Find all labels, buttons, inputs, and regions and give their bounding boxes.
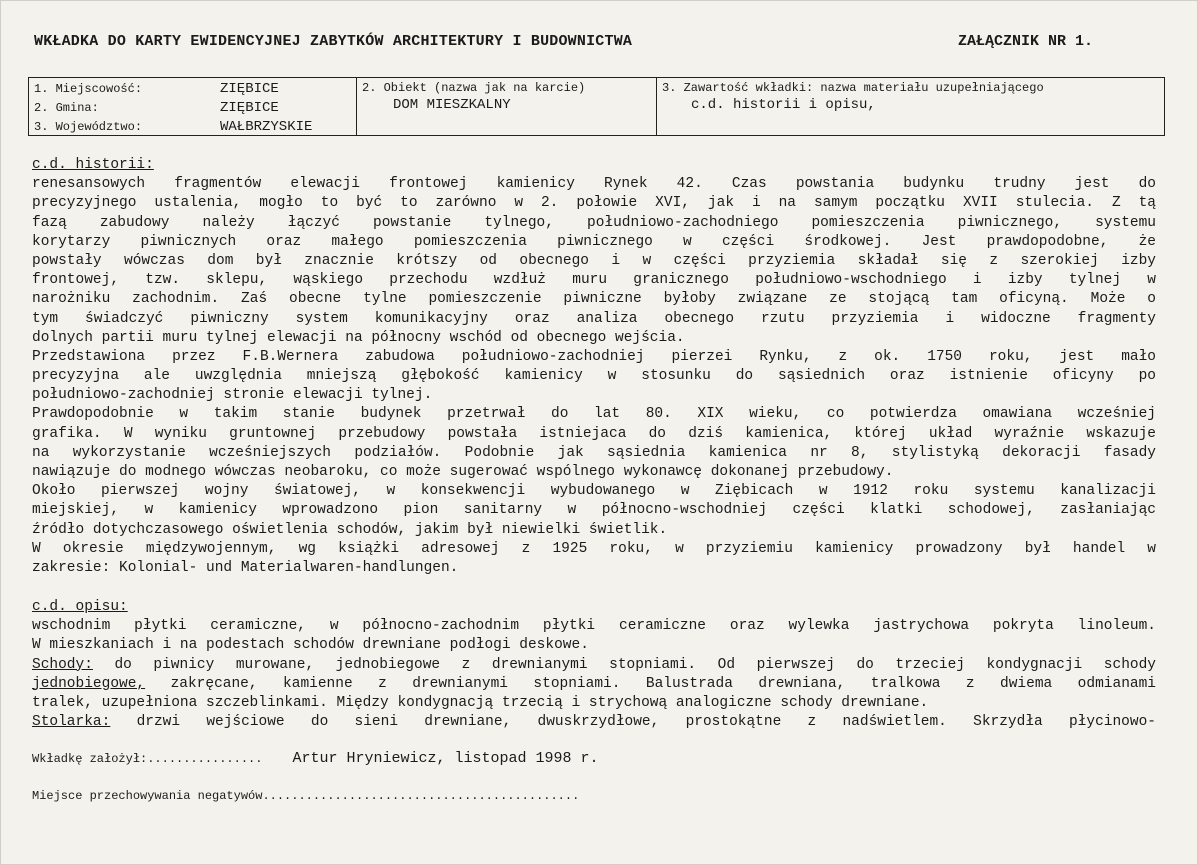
history-line: nawiązuje do modnego wówczas neobaroku, co może sugerować wspólnego wykonawcę dokonanej przebudowy. <box>32 464 894 480</box>
description-line: wschodnim płytki ceramiczne, w północno-zachodnim płytki ceramiczne oraz wylewka jastrychowa pokryta linoleum. <box>32 618 1156 635</box>
joinery-text: drzwi wejściowe do sieni drewniane, dwuskrzydłowe, prostokątne z nadświetlem. Skrzydła płycinowo- <box>110 714 1156 731</box>
history-line: precyzyjnego ustalenia, mogło to być to zarówno w 2. połowie XVI, jak i na samym początku XVII stulecia. Z tą <box>32 195 1156 212</box>
history-line: fazą zabudowy należy łączyć powstanie tylnego, południowo-zachodniego pomieszczenia piwnicznego, systemu <box>32 214 1156 231</box>
history-line: powstały wówczas dom był znacznie krótszy od obecnego i w części przyziemia składał się z szerokiej izby <box>32 252 1156 269</box>
negatives-storage-label: Miejsce przechowywania negatywów............................................ <box>32 789 580 803</box>
stairs-text: zakręcane, kamienne z drewnianymi stopniami. Balustrada drewniana, tralkowa z dwiema odmianami <box>145 675 1156 692</box>
object-label: 2. Obiekt (nazwa jak na karcie) <box>362 81 586 95</box>
annex-number: ZAŁĄCZNIK NR 1. <box>958 33 1094 50</box>
object-value: DOM MIESZKALNY <box>393 97 511 113</box>
history-line: źródło dotychczasowego oświetlenia schodów, jakim był niewielki świetlik. <box>32 521 668 538</box>
location-label: 2. Gmina: <box>34 101 99 115</box>
history-line: tym świadczyć piwniczny system komunikacyjny oraz analiza obecnego rzutu przyziemia i widoczne fragmenty <box>32 310 1156 327</box>
description-heading: c.d. opisu: <box>32 599 128 615</box>
contents-value: c.d. historii i opisu, <box>691 97 876 113</box>
stairs-continuation-label: jednobiegowe, <box>32 675 146 692</box>
contents-cell <box>657 78 1164 135</box>
description-line: W mieszkaniach i na podestach schodów drewniane podłogi deskowe. <box>32 637 589 654</box>
history-line: zakresie: Kolonial- und Materialwaren-handlungen. <box>32 559 459 576</box>
founder-value: Artur Hryniewicz, listopad 1998 r. <box>292 750 599 767</box>
founder-label: Wkładkę założył:................ <box>32 752 263 766</box>
history-line: na wykorzystanie wcześniejszych podziałów. Podobnie jak sąsiednia kamienica nr 8, stylistyką dekoracji fasady <box>32 444 1156 461</box>
location-value: ZIĘBICE <box>220 100 279 116</box>
location-row <box>34 81 279 97</box>
history-line: dolnych partii muru tylnej elewacji na północny wschód od obecnego wejścia. <box>32 329 685 346</box>
history-line: Prawdopodobnie w takim stanie budynek przetrwał do lat 80. XIX wieku, co potwierdza omawiana wcześniej <box>32 406 1156 423</box>
info-table <box>28 77 1165 136</box>
location-row <box>34 100 279 116</box>
object-cell <box>357 78 657 135</box>
stairs-text: do piwnicy murowane, jednobiegowe z drewnianymi stopniami. Od pierwszej do trzeciej kondygnacji schody <box>92 656 1156 673</box>
history-paragraphs <box>32 175 1156 578</box>
location-label: 1. Miejscowość: <box>34 82 143 96</box>
location-value: ZIĘBICE <box>220 81 279 97</box>
joinery-label: Stolarka: <box>32 714 111 731</box>
location-label: 3. Województwo: <box>34 120 143 134</box>
history-line: W okresie międzywojennym, wg książki adresowej z 1925 roku, w przyziemiu kamienicy prowadzony był handel w <box>32 540 1156 557</box>
history-line: narożniku zachodnim. Zaś obecne tylne pomieszczenie piwniczne byłoby związane ze stojącą tam oficyną. Może o <box>32 291 1156 308</box>
founder-row <box>32 750 599 767</box>
location-cell <box>29 78 357 135</box>
contents-label: 3. Zawartość wkładki: nazwa materiału uzupełniającego <box>662 81 1044 95</box>
stairs-label: Schody: <box>32 656 93 673</box>
stairs-line: tralek, uzupełniona szczeblinkami. Między kondygnacją trzecią i strychową analogiczne schody drewniane. <box>32 694 929 711</box>
form-title: WKŁADKA DO KARTY EWIDENCYJNEJ ZABYTKÓW ARCHITEKTURY I BUDOWNICTWA <box>34 33 633 50</box>
history-line: miejskiej, w kamienicy wprowadzono pion sanitarny w północno-wschodniej części klatki schodowej, zasłaniając <box>32 502 1156 519</box>
history-line: południowo-zachodniej stronie elewacji tylnej. <box>32 387 433 404</box>
history-line: Około pierwszej wojny światowej, w konsekwencji wybudowanego w Ziębicach w 1912 roku systemu kanalizacji <box>32 483 1156 500</box>
history-line: grafika. W wyniku gruntownej przebudowy powstała istniejaca do dziś kamienica, której układ wyraźnie wskazuje <box>32 425 1156 442</box>
history-line: Przedstawiona przez F.B.Wernera zabudowa południowo-zachodniej pierzei Rynku, z ok. 1750 roku, jest mało <box>32 348 1156 365</box>
history-line: korytarzy piwnicznych oraz małego pomieszczenia piwnicznego w części środkowej. Jest prawdopodobne, że <box>32 233 1156 250</box>
history-line: precyzyjna ale uwzględnia mniejszą głębokość kamienicy w stosunku do sąsiednich oraz istnienie oficyny po <box>32 368 1156 385</box>
location-value: WAŁBRZYSKIE <box>220 119 313 135</box>
location-row <box>34 119 312 135</box>
description-section <box>32 598 1156 732</box>
stairs-line <box>32 656 1156 675</box>
negatives-storage-row <box>32 789 579 803</box>
history-heading: c.d. historii: <box>32 157 154 173</box>
history-line: frontowej, tzw. sklepu, wąskiego przechodu wzdłuż muru granicznego południowo-wschodniego i izby tylnej w <box>32 272 1156 289</box>
history-section <box>32 156 1156 578</box>
history-line: renesansowych fragmentów elewacji frontowej kamienicy Rynek 42. Czas powstania budynku trudny jest do <box>32 176 1156 193</box>
stairs-line <box>32 675 1156 694</box>
joinery-line <box>32 713 1156 732</box>
